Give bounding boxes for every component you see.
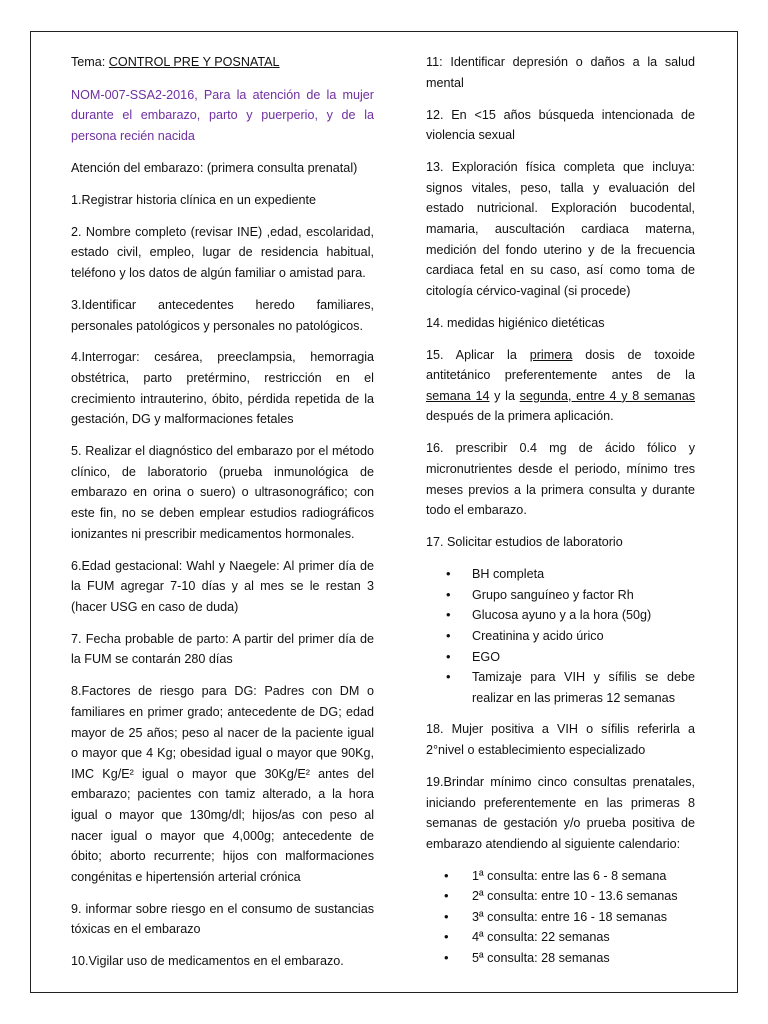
consult-item: • 3ª consulta: entre 16 - 18 semanas [472, 907, 695, 928]
lab-item: • Creatinina y acido úrico [472, 626, 695, 647]
list-item: 18. Mujer positiva a VIH o sífilis referirla a 2°nivel o establecimiento especializado [426, 722, 695, 757]
consult-item: • 4ª consulta: 22 semanas [472, 927, 695, 948]
lab-item: • BH completa [472, 564, 695, 585]
list-item: 1.Registrar historia clínica en un expediente [71, 192, 317, 207]
list-item: 19.Brindar mínimo cinco consultas prenatales, iniciando preferentemente en las primeras 8 semanas de gestación y/o prueba positiva de embarazo atendiendo al siguiente calendario: [426, 774, 695, 851]
section-intro: Atención del embarazo: (primera consulta prenatal) [71, 160, 358, 175]
list-item: 2. Nombre completo (revisar INE) ,edad, escolaridad, estado civil, empleo, lugar de residencia habitual, teléfono y los datos de algún familiar o amistad para. [71, 224, 374, 280]
list-item: 9. informar sobre riesgo en el consumo de sustancias tóxicas en el embarazo [71, 901, 374, 937]
topic-value: CONTROL PRE Y POSNATAL [108, 55, 280, 69]
list-item: 6.Edad gestacional: Wahl y Naegele: Al primer día de la FUM agregar 7-10 días y al mes se le restan 3 (hacer USG en caso de duda) [71, 558, 374, 614]
consult-item: • 2ª consulta: entre 10 - 13.6 semanas [472, 886, 695, 907]
consult-item: • 5ª consulta: 28 semanas [472, 948, 695, 969]
list-item: 16. prescribir 0.4 mg de ácido fólico y micronutrientes desde el periodo, mínimo tres meses previos a la primera consulta y durante todo el embarazo. [426, 441, 695, 518]
right-column [426, 52, 695, 980]
list-item: 17. Solicitar estudios de laboratorio [426, 535, 623, 550]
list-item: 14. medidas higiénico dietéticas [426, 315, 605, 330]
list-item: 13. Exploración física completa que incluya: signos vitales, peso, talla y evaluación del estado nutricional. Exploración bucodental, mamaria, auscultación cardiaca materna, medición del fondo uterino y de la frecuencia cardiaca fetal en su caso, así como toma de citología cérvico-vaginal (si procede) [426, 160, 695, 298]
list-item: 5. Realizar el diagnóstico del embarazo por el método clínico, de laboratorio (prueba inmunológica de embarazo en orina o suero) o ultrasonográfico; con este fin, no se deben emplear estudios radiográficos ionizantes ni prescribir medicamentos hormonales. [71, 444, 374, 541]
lab-item: • Glucosa ayuno y a la hora (50g) [472, 605, 695, 626]
lab-item: • Grupo sanguíneo y factor Rh [472, 585, 695, 606]
list-item: 12. En <15 años búsqueda intencionada de violencia sexual [426, 107, 695, 143]
norm-heading: NOM-007-SSA2-2016, Para la atención de la mujer durante el embarazo, parto y puerperio, y de la persona recién nacida [71, 87, 374, 143]
list-item: 4.Interrogar: cesárea, preeclampsia, hemorragia obstétrica, parto pretérmino, restricción en el crecimiento intrauterino, óbito, pérdida repetida de la gestación, DG y malformaciones fetales [71, 350, 374, 427]
list-item: 10.Vigilar uso de medicamentos en el embarazo. [71, 954, 344, 969]
lab-item: • Tamizaje para VIH y sífilis se debe realizar en las primeras 12 semanas [472, 667, 695, 708]
consult-item: • 1ª consulta: entre las 6 - 8 semana [472, 866, 695, 887]
left-column [71, 52, 374, 983]
lab-studies-list [426, 564, 695, 708]
consult-schedule-list [426, 866, 695, 969]
list-item: 7. Fecha probable de parto: A partir del primer día de la FUM se contarán 280 días [71, 631, 374, 667]
list-item: 3.Identificar antecedentes heredo familiares, personales patológicos y personales no patológicos. [71, 297, 374, 333]
list-item: 11: Identificar depresión o daños a la salud mental [426, 55, 695, 90]
lab-item: • EGO [472, 647, 695, 668]
list-item: 8.Factores de riesgo para DG: Padres con DM o familiares en primer grado; antecedente de DG; edad mayor de 25 años; peso al nacer de la paciente igual o mayor que 4 Kg; obesidad igual o mayor que 90Kg, IMC Kg/E² igual o mayor que 30Kg/E² antes del embarazo; pacientes con tamiz alterado, a la hora igual o mayor que 130mg/dl; hijos/as con peso al nacer igual o mayor que 4,000g; antecedente de óbito; aborto recurrente; hijos con malformaciones congénitas e hipertensión arterial crónica [71, 684, 374, 884]
topic-title: Tema: CONTROL PRE Y POSNATAL [71, 55, 280, 69]
toxoid-item: 15. Aplicar la primera dosis de toxoide antitetánico preferentemente antes de la semana 14 y la segunda, entre 4 y 8 semanas después de la primera aplicación. [426, 347, 696, 424]
